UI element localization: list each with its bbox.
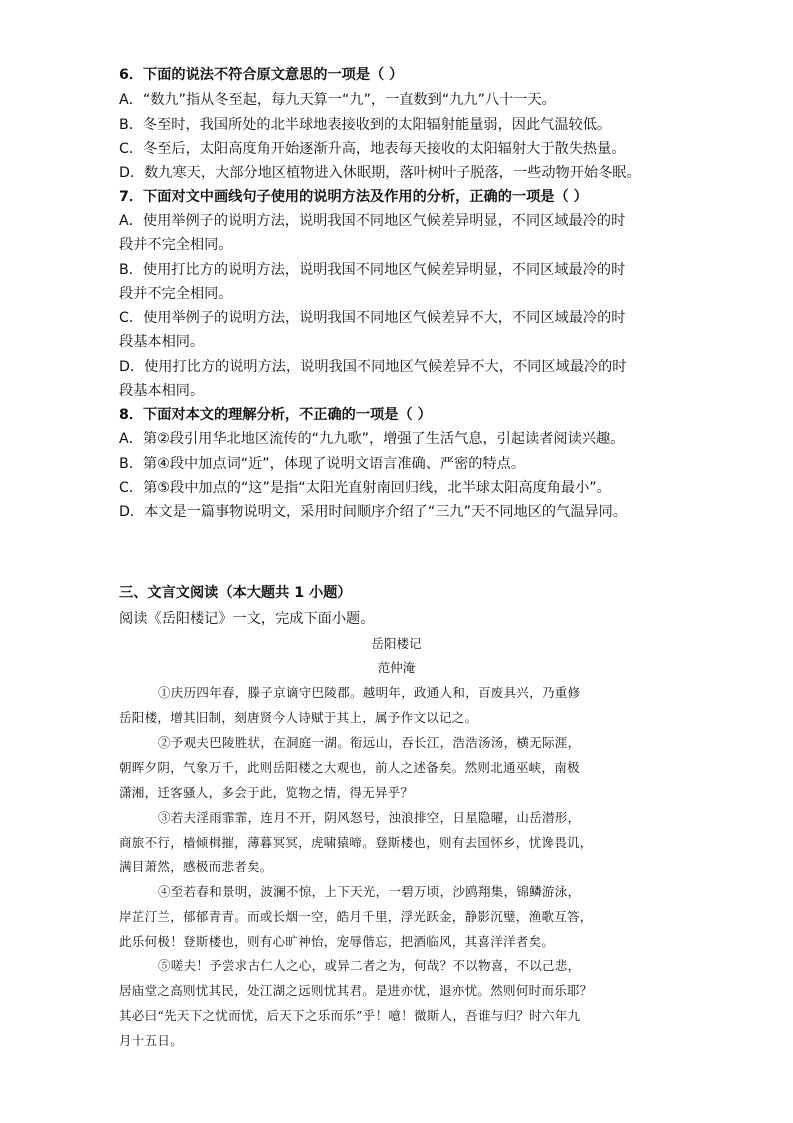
section-3-heading: 三、文言文阅读（本大题共 1 小题） — [119, 585, 352, 601]
passage-line: 潇湘，迁客骚人，多会于此，览物之情，得无异乎？ — [119, 785, 414, 800]
question-8-option-b: B．第④段中加点词“近”，体现了说明文语言准确、严密的特点。 — [119, 456, 526, 472]
passage-line: ①庆历四年春，滕子京谪守巴陵郡。越明年，政通人和，百废具兴，乃重修 — [158, 685, 581, 700]
section-3-instruction: 阅读《岳阳楼记》一文，完成下面小题。 — [119, 611, 375, 627]
question-7-option-d-cont: 段基本相同。 — [119, 383, 205, 399]
passage-line: 岸芷汀兰，郁郁青青。而或长烟一空，皓月千里，浮光跃金，静影沉璧，渔歌互答， — [119, 909, 593, 924]
passage-line: ⑤嗟夫！予尝求古仁人之心，或异二者之为，何哉？不以物喜，不以己悲， — [158, 958, 581, 973]
question-6-option-c: C．冬至后，太阳高度角开始逐渐升高，地表每天接收的太阳辐射大于散失热量。 — [119, 141, 626, 157]
question-6-option-a: A．“数九”指从冬至起，每九天算一“九”，一直数到“九九”八十一天。 — [119, 92, 556, 108]
passage-line: ②予观夫巴陵胜状，在洞庭一湖。衔远山，吞长江，浩浩汤汤，横无际涯， — [158, 735, 581, 750]
passage-line: 满目萧然，感极而悲者矣。 — [119, 859, 273, 874]
passage-line: 朝晖夕阴，气象万千，此则岳阳楼之大观也，前人之述备矣。然则北通巫峡，南极 — [119, 760, 580, 775]
passage-title: 岳阳楼记 — [371, 636, 422, 651]
question-8-option-c: C．第⑤段中加点的“这”是指“太阳光直射南回归线，北半球太阳高度角最小”。 — [119, 480, 611, 496]
question-7-option-a: A．使用举例子的说明方法，说明我国不同地区气候差异明显，不同区域最冷的时 — [119, 213, 626, 229]
question-7-option-c-cont: 段基本相同。 — [119, 334, 205, 350]
question-8-option-a: A．第②段引用华北地区流传的“九九歌”，增强了生活气息，引起读者阅读兴趣。 — [119, 431, 625, 447]
passage-line: 商旅不行，樯倾楫摧，薄暮冥冥，虎啸猿啼。登斯楼也，则有去国怀乡，忧谗畏讥， — [119, 835, 593, 850]
question-7-stem: 7．下面对文中画线句子使用的说明方法及作用的分析，正确的一项是（ ） — [119, 189, 588, 205]
passage-line: 此乐何极！登斯楼也，则有心旷神怡，宠辱偕忘，把酒临风，其喜洋洋者矣。 — [119, 934, 555, 949]
question-7-option-a-cont: 段并不完全相同。 — [119, 237, 233, 253]
question-7-option-c: C．使用举例子的说明方法，说明我国不同地区气候差异不大，不同区域最冷的时 — [119, 310, 626, 326]
question-7-option-b: B．使用打比方的说明方法，说明我国不同地区气候差异明显，不同区域最冷的时 — [119, 262, 626, 278]
question-6-option-d: D．数九寒天，大部分地区植物进入休眠期，落叶树叶子脱落，一些动物开始冬眠。 — [119, 165, 641, 181]
question-7-option-d: D．使用打比方的说明方法，说明我国不同地区气候差异不大，不同区域最冷的时 — [119, 359, 627, 375]
passage-line: 居庙堂之高则忧其民，处江湖之远则忧其君。是进亦忧，退亦忧。然则何时而乐耶？ — [119, 983, 593, 998]
passage-line: ④至若春和景明，波澜不惊，上下天光，一碧万顷，沙鸥翔集，锦鳞游泳， — [158, 884, 581, 899]
question-8-stem: 8．下面对本文的理解分析，不正确的一项是（ ） — [119, 407, 432, 423]
passage-line: 月十五日。 — [119, 1033, 184, 1048]
passage-line: 其必曰“先天下之忧而忧，后天下之乐而乐”乎！噫！微斯人，吾谁与归？时六年九 — [119, 1008, 581, 1023]
question-6-option-b: B．冬至时，我国所处的北半球地表接收到的太阳辐射能量弱，因此气温较低。 — [119, 117, 612, 133]
question-6-stem: 6．下面的说法不符合原文意思的一项是（ ） — [119, 67, 404, 83]
question-8-option-d: D．本文是一篇事物说明文，采用时间顺序介绍了“三九”天不同地区的气温异同。 — [119, 504, 628, 520]
passage-line: ③若夫淫雨霏霏，连月不开，阴风怒号，浊浪排空，日星隐曜，山岳潜形， — [158, 810, 581, 825]
question-7-option-b-cont: 段并不完全相同。 — [119, 286, 233, 302]
passage-line: 岳阳楼，增其旧制，刻唐贤今人诗赋于其上，属予作文以记之。 — [119, 710, 478, 725]
passage-author: 范仲淹 — [377, 660, 416, 675]
